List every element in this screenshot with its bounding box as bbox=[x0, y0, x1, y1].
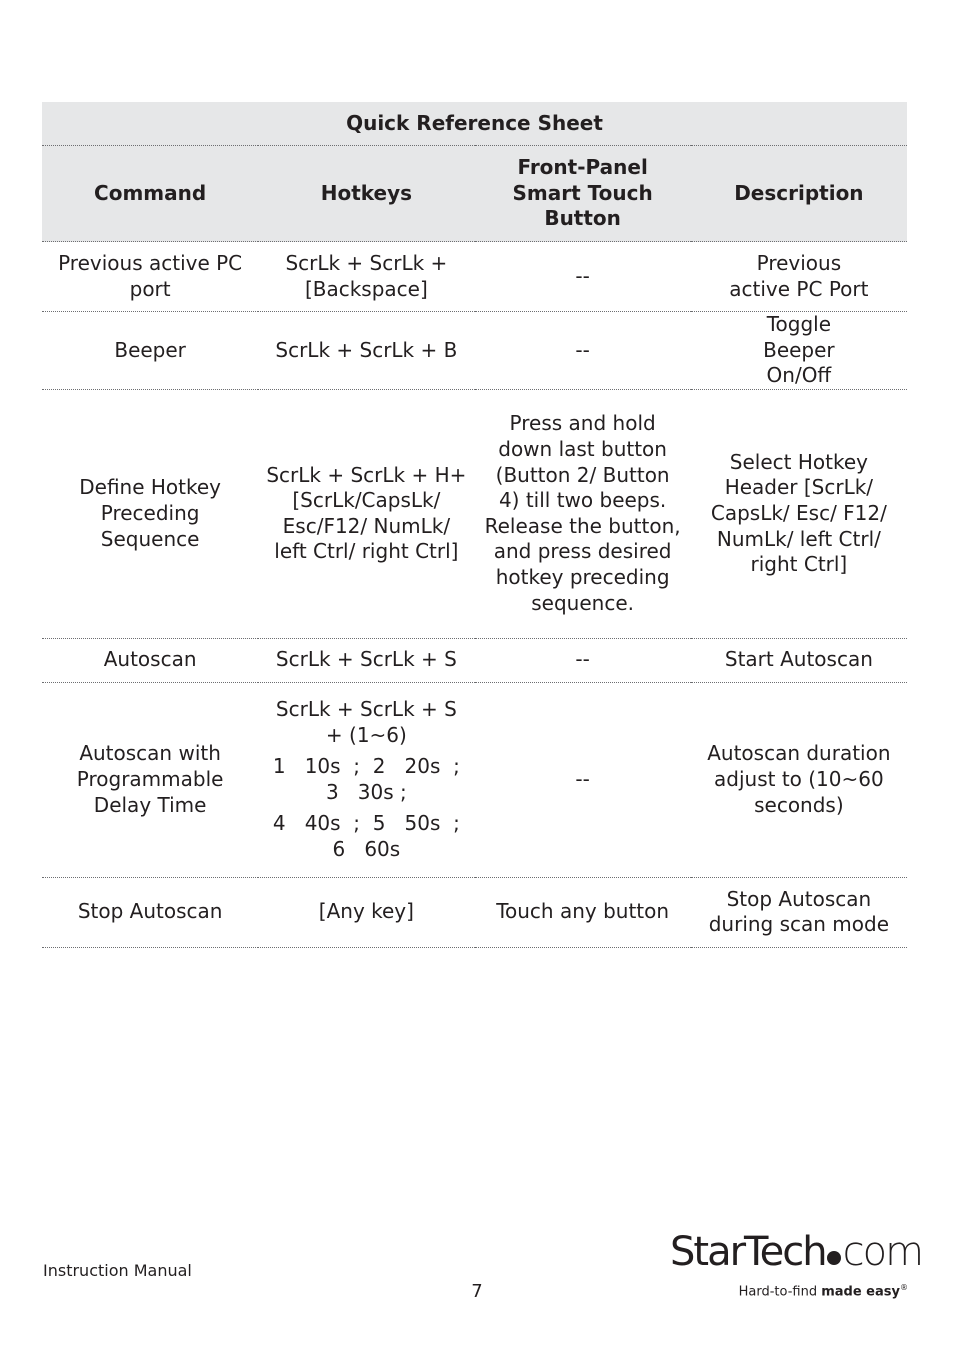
hotkey-line: 4 40s ; 5 50s ; 6 60s bbox=[272, 811, 460, 861]
tagline-strong: made easy bbox=[821, 1284, 900, 1300]
header-line: Front-Panel Smart Touch Button bbox=[512, 155, 653, 231]
column-header-command: Command bbox=[42, 146, 258, 242]
command-text: Autoscan with Programmable Delay Time bbox=[76, 741, 224, 817]
cell-command bbox=[42, 682, 258, 877]
cell-hotkeys: ScrLk + ScrLk + S bbox=[258, 638, 474, 682]
cell-command bbox=[42, 389, 258, 638]
footer-document-title: Instruction Manual bbox=[43, 1261, 192, 1280]
table-row bbox=[42, 242, 907, 312]
quick-reference-table bbox=[42, 102, 907, 948]
cell-command: Autoscan bbox=[42, 638, 258, 682]
cell-description bbox=[691, 242, 907, 312]
tagline-prefix: Hard-to-find bbox=[738, 1284, 822, 1300]
table-row bbox=[42, 638, 907, 682]
page-number: 7 bbox=[471, 1281, 483, 1302]
cell-command: Beeper bbox=[42, 312, 258, 390]
description-text: Toggle Beeper On/Off bbox=[763, 312, 835, 388]
cell-command: Stop Autoscan bbox=[42, 877, 258, 947]
command-text: Define Hotkey Preceding Sequence bbox=[79, 475, 222, 551]
cell-button: -- bbox=[475, 682, 691, 877]
cell-hotkeys: [Any key] bbox=[258, 877, 474, 947]
cell-description: Stop Autoscan during scan mode bbox=[691, 877, 907, 947]
table-row bbox=[42, 877, 907, 947]
cell-button: -- bbox=[475, 242, 691, 312]
cell-description: Autoscan duration adjust to (10~60 seconds) bbox=[691, 682, 907, 877]
cell-description: Select Hotkey Header [ScrLk/ CapsLk/ Esc/ F12/ NumLk/ left Ctrl/ right Ctrl] bbox=[691, 389, 907, 638]
cell-button: -- bbox=[475, 312, 691, 390]
logo-tagline bbox=[739, 1283, 908, 1299]
column-header-hotkeys: Hotkeys bbox=[258, 146, 474, 242]
table-row bbox=[42, 312, 907, 390]
cell-button: Press and hold down last button (Button 2/ Button 4) till two beeps. Release the button, and press desired hotkey preceding sequence. bbox=[475, 389, 691, 638]
hotkey-line: 1 10s ; 2 20s ; 3 30s ; bbox=[272, 754, 460, 804]
cell-button: -- bbox=[475, 638, 691, 682]
logo-suffix: com bbox=[842, 1229, 923, 1275]
cell-hotkeys: ScrLk + ScrLk + H+ [ScrLk/CapsLk/ Esc/F12/ NumLk/ left Ctrl/ right Ctrl] bbox=[258, 389, 474, 638]
hotkey-line: ScrLk + ScrLk + S + (1~6) bbox=[275, 697, 457, 747]
logo-brand: StarTech bbox=[670, 1229, 826, 1275]
column-header-front-panel-button bbox=[475, 146, 691, 242]
description-text: Previous active PC Port bbox=[729, 250, 869, 301]
registered-mark: ® bbox=[900, 1283, 908, 1292]
cell-hotkeys: ScrLk + ScrLk + B bbox=[258, 312, 474, 390]
cell-command: Previous active PC port bbox=[42, 242, 258, 312]
logo-dot-icon bbox=[827, 1251, 841, 1265]
cell-button: Touch any button bbox=[475, 877, 691, 947]
cell-description bbox=[691, 312, 907, 390]
table-title: Quick Reference Sheet bbox=[42, 102, 907, 146]
table-row bbox=[42, 682, 907, 877]
cell-hotkeys: ScrLk + ScrLk + [Backspace] bbox=[258, 242, 474, 312]
column-header-description: Description bbox=[691, 146, 907, 242]
table-row bbox=[42, 389, 907, 638]
startech-logo bbox=[670, 1228, 923, 1308]
logo-wordmark bbox=[670, 1228, 922, 1276]
cell-description: Start Autoscan bbox=[691, 638, 907, 682]
cell-hotkeys bbox=[258, 682, 474, 877]
